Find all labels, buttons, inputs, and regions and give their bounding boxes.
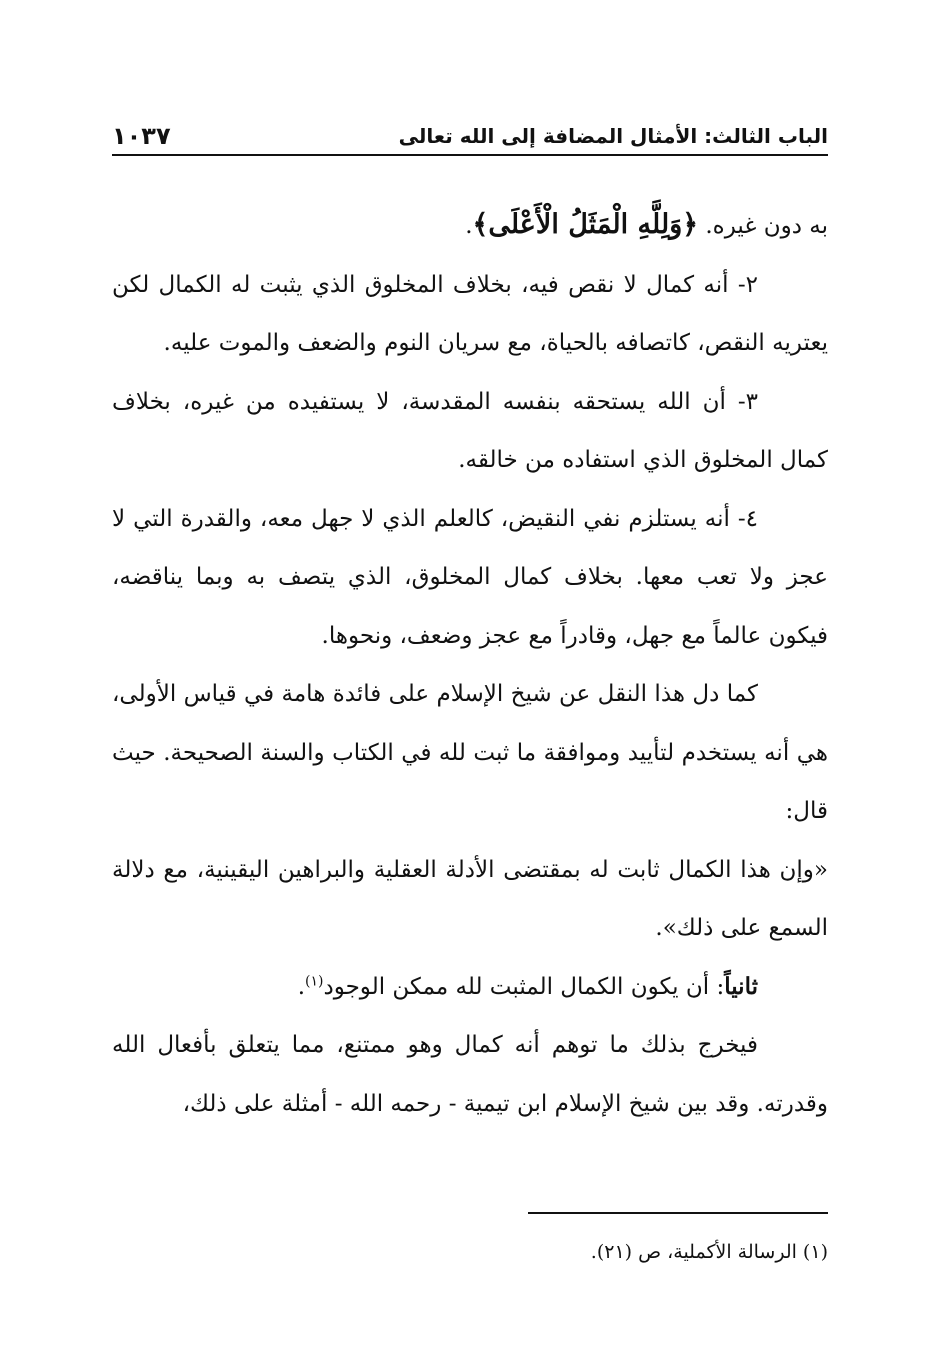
- second-label: ثانياً: [724, 972, 758, 1000]
- second-end: .: [297, 973, 305, 1000]
- second-text: : أن يكون الكمال المثبت لله ممكن الوجود: [323, 973, 725, 1000]
- quotation: «وإن هذا الكمال ثابت له بمقتضى الأدلة العقلية والبراهين اليقينية، مع دلالة السمع على ذلك».: [112, 856, 828, 941]
- paragraph-continuation: [112, 196, 828, 256]
- paragraph-point-3: ٣- أن الله يستحقه بنفسه المقدسة، لا يستفيده من غيره، بخلاف كمال المخلوق الذي استفاده من خالقه.: [112, 388, 828, 473]
- paragraph-point-2: ٢- أنه كمال لا نقص فيه، بخلاف المخلوق الذي يثبت له الكمال لكن يعتريه النقص، كاتصافه بالحياة، مع سريان النوم والضعف والموت عليه.: [112, 271, 828, 356]
- running-title: الباب الثالث: الأمثال المضافة إلى الله تعالى: [398, 124, 828, 148]
- main-text: [112, 196, 828, 1133]
- running-header: [112, 118, 828, 156]
- quran-verse: ﴿وَلِلَّهِ الْمَثَلُ الْأَعْلَى﴾: [472, 209, 699, 240]
- paragraph-second-condition: [112, 958, 828, 1017]
- paragraph-point-4: ٤- أنه يستلزم نفي النقيض، كالعلم الذي لا جهل معه، والقدرة التي لا عجز ولا تعب معها. بخلاف كمال المخلوق، الذي يتصف به وبما يناقضه، فيكون عالماً مع جهل، وقادراً مع عجز وضعف، ونحوها.: [112, 505, 828, 649]
- paragraph-benefit: كما دل هذا النقل عن شيخ الإسلام على فائدة هامة في قياس الأولى، هي أنه يستخدم لتأييد وموافقة ما ثبت لله في الكتاب والسنة الصحيحة. حيث قال:: [112, 681, 828, 824]
- footnote-reference: (١): [305, 972, 324, 989]
- page-number: ١٠٣٧: [112, 122, 171, 150]
- footnote: (١) الرسالة الأكملية، ص (٢١).: [590, 1241, 828, 1263]
- paragraph-consequence: فيخرج بذلك ما توهم أنه كمال وهو ممتنع، مما يتعلق بأفعال الله وقدرته. وقد بين شيخ الإسلام ابن تيمية - رحمه الله - أمثلة على ذلك،: [112, 1032, 828, 1117]
- paragraph-end: .: [465, 213, 473, 239]
- paragraph-text: به دون غيره.: [698, 213, 828, 239]
- footnote-separator: [528, 1212, 828, 1214]
